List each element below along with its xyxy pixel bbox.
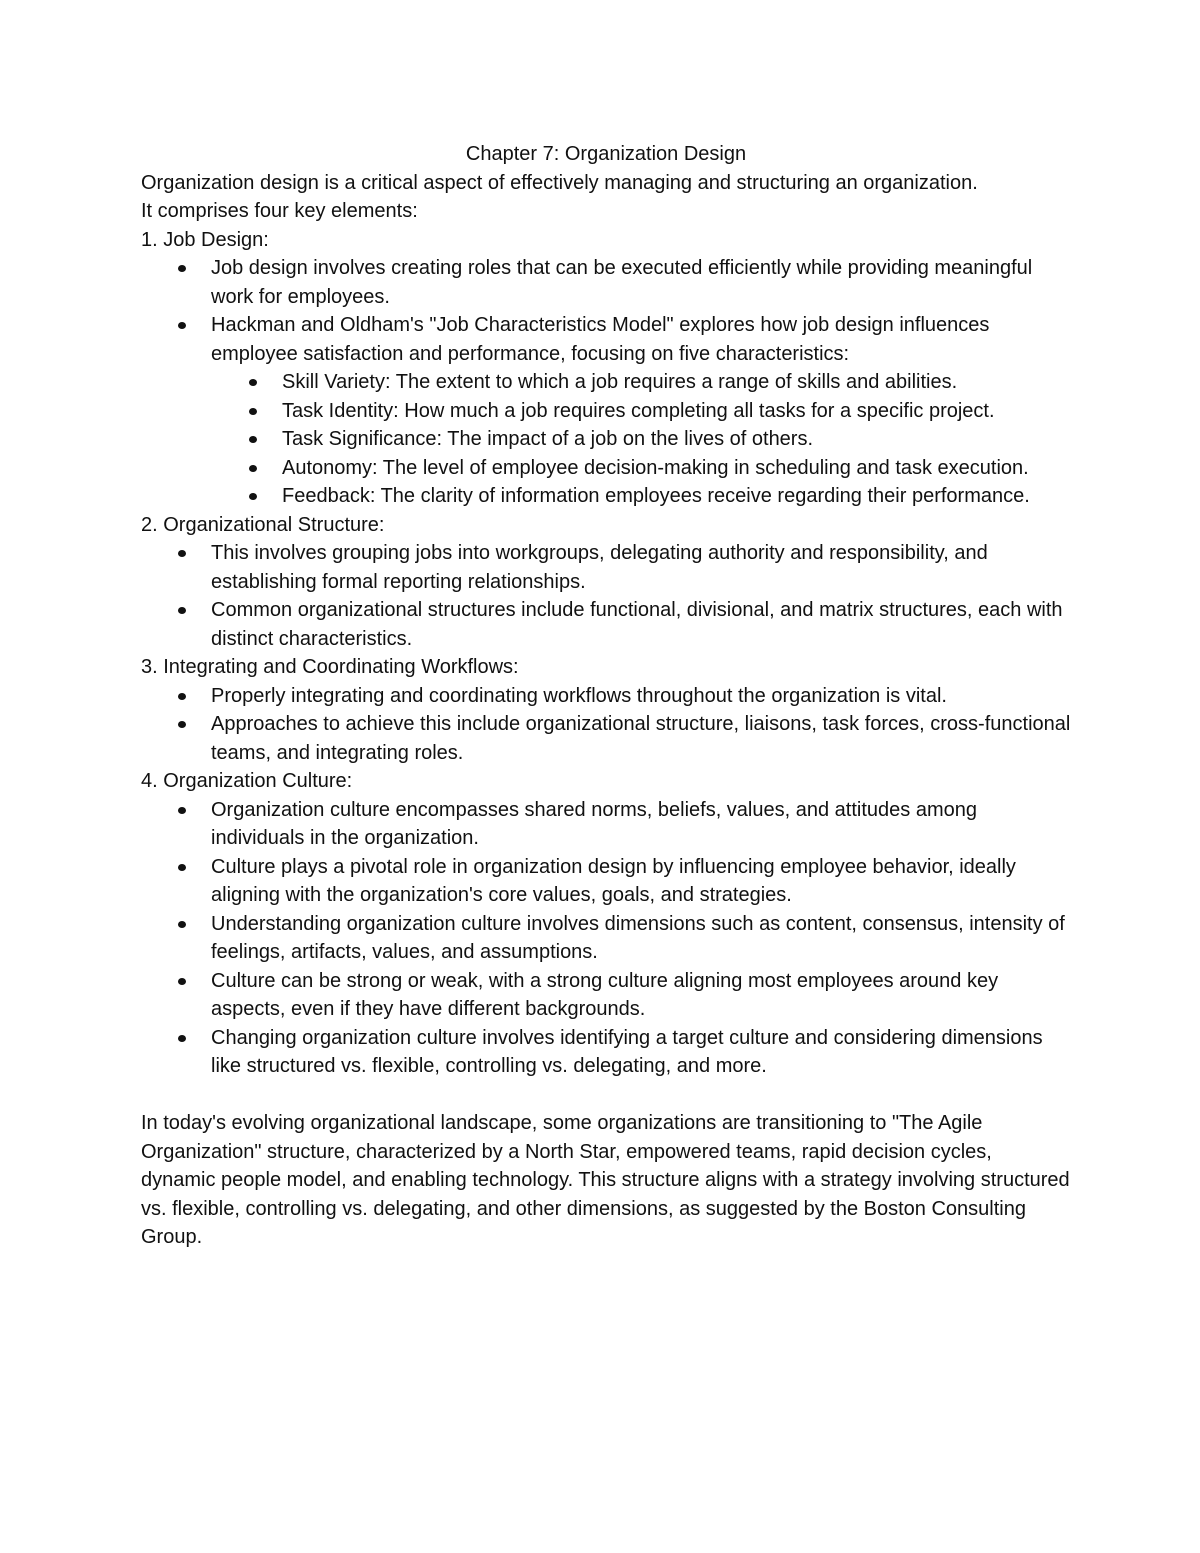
paragraph-spacer — [141, 1081, 1071, 1110]
list-item-text: Task Significance: The impact of a job on the lives of others. — [282, 428, 814, 450]
bullet-icon — [178, 921, 186, 928]
list-item — [141, 710, 1071, 767]
section-heading-job-design: 1. Job Design: — [141, 228, 269, 251]
list-item — [141, 853, 1071, 910]
job-characteristics-list — [141, 368, 1071, 511]
list-item-text: Skill Variety: The extent to which a job requires a range of skills and abilities. — [282, 371, 958, 393]
list-item-text: Culture can be strong or weak, with a strong culture aligning most employees around key aspects, even if they have different backgrounds. — [211, 969, 999, 1020]
bullet-icon — [178, 265, 186, 272]
list-item — [141, 539, 1071, 596]
bullet-icon — [178, 693, 186, 700]
list-item-text: Properly integrating and coordinating workflows throughout the organization is vital. — [211, 684, 947, 707]
list-item — [141, 967, 1071, 1024]
list-item-text: Autonomy: The level of employee decision-making in scheduling and task execution. — [282, 456, 1029, 479]
bullet-icon — [178, 721, 186, 728]
organizational-structure-list — [141, 539, 1071, 653]
bullet-icon — [249, 465, 257, 472]
list-item-text: Approaches to achieve this include organizational structure, liaisons, task forces, cross-functional teams, and integrating roles. — [211, 713, 1071, 764]
bullet-icon — [178, 978, 186, 985]
list-item — [141, 1024, 1071, 1081]
section-heading-organizational-structure: 2. Organizational Structure: — [141, 513, 385, 536]
list-item — [141, 254, 1071, 311]
list-item-text: Changing organization culture involves identifying a target culture and considering dimensions like structured vs. flexible, controlling vs. delegating, and more. — [211, 1026, 1043, 1077]
bullet-icon — [178, 607, 186, 614]
bullet-icon — [178, 807, 186, 814]
page-title: Chapter 7: Organization Design — [465, 143, 747, 165]
list-item — [141, 311, 1071, 368]
section-heading-integrating-workflows: 3. Integrating and Coordinating Workflows: — [141, 656, 519, 678]
job-design-list — [141, 254, 1071, 368]
bullet-icon — [178, 322, 186, 329]
list-item-text: Common organizational structures include functional, divisional, and matrix structures, each with distinct characteristics. — [211, 599, 1063, 650]
list-item — [141, 454, 1071, 483]
list-item — [141, 368, 1071, 397]
list-item — [141, 796, 1071, 853]
list-item-text: Understanding organization culture involves dimensions such as content, consensus, intensity of feelings, artifacts, values, and assumptions. — [211, 912, 1065, 963]
closing-paragraph: In today's evolving organizational landscape, some organizations are transitioning to "The Agile Organization" structure, characterized by a North Star, empowered teams, rapid decision cycles, dynamic people model, and enabling technology. This structure aligns with a strategy involving structured vs. flexible, controlling vs. delegating, and other dimensions, as suggested by the Boston Consulting Group. — [141, 1112, 1070, 1248]
bullet-icon — [249, 379, 257, 386]
bullet-icon — [178, 1035, 186, 1042]
bullet-icon — [178, 864, 186, 871]
bullet-icon — [249, 408, 257, 415]
integrating-workflows-list — [141, 682, 1071, 768]
organization-culture-list — [141, 796, 1071, 1081]
list-item-text: Feedback: The clarity of information employees receive regarding their performance. — [282, 485, 1030, 507]
list-item — [141, 397, 1071, 426]
list-item — [141, 596, 1071, 653]
list-item — [141, 682, 1071, 711]
bullet-icon — [178, 550, 186, 557]
list-item-text: Job design involves creating roles that can be executed efficiently while providing meaningful work for employees. — [211, 257, 1033, 308]
list-item-text: Hackman and Oldham's "Job Characteristics Model" explores how job design influences employee satisfaction and performance, focusing on five characteristics: — [211, 314, 990, 365]
list-item-text: Task Identity: How much a job requires completing all tasks for a specific project. — [282, 399, 995, 422]
document-page — [141, 140, 1071, 1252]
list-item — [141, 482, 1071, 511]
list-item-text: This involves grouping jobs into workgroups, delegating authority and responsibility, and establishing formal reporting relationships. — [211, 542, 988, 593]
bullet-icon — [249, 493, 257, 500]
bullet-icon — [249, 436, 257, 443]
list-item-text: Organization culture encompasses shared norms, beliefs, values, and attitudes among individuals in the organization. — [211, 798, 977, 849]
list-item — [141, 910, 1071, 967]
list-item-text: Culture plays a pivotal role in organization design by influencing employee behavior, ideally aligning with the organization's core values, goals, and strategies. — [211, 855, 1016, 906]
intro-line-1: Organization design is a critical aspect of effectively managing and structuring an organization. — [141, 171, 978, 194]
intro-line-2: It comprises four key elements: — [141, 200, 418, 222]
section-heading-organization-culture: 4. Organization Culture: — [141, 770, 353, 792]
list-item — [141, 425, 1071, 454]
